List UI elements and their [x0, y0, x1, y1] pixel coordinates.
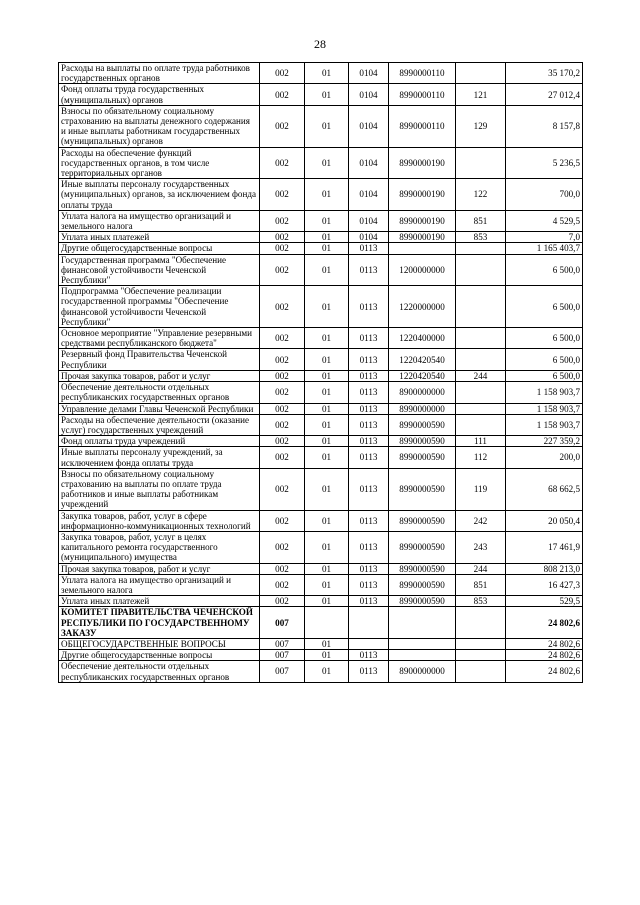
expense-type-cell	[456, 403, 506, 414]
target-article-cell: 1220400000	[389, 328, 456, 349]
grbs-code-cell: 007	[260, 638, 305, 649]
amount-cell: 6 500,0	[506, 328, 583, 349]
expense-type-cell: 129	[456, 105, 506, 147]
expense-type-cell: 244	[456, 563, 506, 574]
section-code-cell: 01	[305, 243, 349, 254]
amount-cell: 5 236,5	[506, 147, 583, 179]
subsection-code-cell: 0113	[349, 661, 389, 682]
target-article-cell: 8990000110	[389, 105, 456, 147]
subsection-code-cell: 0113	[349, 370, 389, 381]
expense-type-cell	[456, 63, 506, 84]
grbs-code-cell: 002	[260, 468, 305, 510]
expense-type-cell: 121	[456, 84, 506, 105]
table-row	[59, 403, 583, 414]
row-name-cell: Фонд оплаты труда учреждений	[59, 436, 260, 447]
section-code-cell: 01	[305, 650, 349, 661]
amount-cell: 4 529,5	[506, 210, 583, 231]
target-article-cell: 8990000590	[389, 531, 456, 563]
row-name-cell: Уплата налога на имущество организаций и земельного налога	[59, 210, 260, 231]
subsection-code-cell: 0113	[349, 349, 389, 370]
amount-cell: 6 500,0	[506, 349, 583, 370]
expense-type-cell	[456, 328, 506, 349]
grbs-code-cell: 002	[260, 403, 305, 414]
table-row	[59, 147, 583, 179]
table-row	[59, 650, 583, 661]
row-name-cell: Иные выплаты персоналу государственных (муниципальных) органов, за исключением фонда оплаты труда	[59, 179, 260, 211]
target-article-cell	[389, 607, 456, 639]
section-code-cell: 01	[305, 638, 349, 649]
amount-cell: 20 050,4	[506, 510, 583, 531]
amount-cell: 6 500,0	[506, 286, 583, 328]
grbs-code-cell: 002	[260, 210, 305, 231]
expense-type-cell: 851	[456, 574, 506, 595]
target-article-cell	[389, 638, 456, 649]
row-name-cell: Фонд оплаты труда государственных (муниципальных) органов	[59, 84, 260, 105]
table-row	[59, 84, 583, 105]
table-row	[59, 63, 583, 84]
section-code-cell: 01	[305, 254, 349, 286]
target-article-cell: 8990000590	[389, 574, 456, 595]
amount-cell: 27 012,4	[506, 84, 583, 105]
target-article-cell: 8990000190	[389, 179, 456, 211]
amount-cell: 200,0	[506, 447, 583, 468]
table-row	[59, 232, 583, 243]
subsection-code-cell: 0113	[349, 254, 389, 286]
grbs-code-cell: 002	[260, 414, 305, 435]
amount-cell: 24 802,6	[506, 638, 583, 649]
subsection-code-cell: 0113	[349, 447, 389, 468]
amount-cell: 35 170,2	[506, 63, 583, 84]
grbs-code-cell: 007	[260, 607, 305, 639]
table-row	[59, 210, 583, 231]
table-row	[59, 596, 583, 607]
amount-cell: 7,0	[506, 232, 583, 243]
target-article-cell: 8990000590	[389, 436, 456, 447]
target-article-cell: 1200000000	[389, 254, 456, 286]
grbs-code-cell: 002	[260, 510, 305, 531]
section-code-cell: 01	[305, 661, 349, 682]
target-article-cell: 8990000590	[389, 468, 456, 510]
expense-type-cell: 242	[456, 510, 506, 531]
section-code-cell: 01	[305, 436, 349, 447]
subsection-code-cell: 0113	[349, 531, 389, 563]
target-article-cell: 8990000190	[389, 232, 456, 243]
row-name-cell: Взносы по обязательному социальному страхованию на выплаты по оплате труда работников и иные выплаты работникам учреждений	[59, 468, 260, 510]
grbs-code-cell: 002	[260, 232, 305, 243]
section-code-cell: 01	[305, 84, 349, 105]
subsection-code-cell: 0113	[349, 563, 389, 574]
grbs-code-cell: 002	[260, 436, 305, 447]
row-name-cell: Взносы по обязательному социальному страхованию на выплаты денежного содержания и иные выплаты работникам государственных (муниципальных) органов	[59, 105, 260, 147]
table-row	[59, 510, 583, 531]
section-code-cell: 01	[305, 563, 349, 574]
section-code-cell: 01	[305, 414, 349, 435]
table-row	[59, 382, 583, 403]
row-name-cell: Расходы на выплаты по оплате труда работников государственных органов	[59, 63, 260, 84]
row-name-cell: Обеспечение деятельности отдельных республиканских государственных органов	[59, 661, 260, 682]
expense-type-cell	[456, 414, 506, 435]
row-name-cell: Уплата налога на имущество организаций и земельного налога	[59, 574, 260, 595]
expense-type-cell	[456, 382, 506, 403]
section-code-cell: 01	[305, 349, 349, 370]
amount-cell: 16 427,3	[506, 574, 583, 595]
grbs-code-cell: 002	[260, 574, 305, 595]
section-code-cell: 01	[305, 468, 349, 510]
row-name-cell: Уплата иных платежей	[59, 232, 260, 243]
grbs-code-cell: 002	[260, 105, 305, 147]
expense-type-cell	[456, 147, 506, 179]
row-name-cell: Управление делами Главы Чеченской Республики	[59, 403, 260, 414]
target-article-cell	[389, 243, 456, 254]
row-name-cell: Подпрограмма "Обеспечение реализации государственной программы "Обеспечение финансовой устойчивости Чеченской Республики"	[59, 286, 260, 328]
expense-type-cell: 244	[456, 370, 506, 381]
budget-table-body	[59, 63, 583, 683]
amount-cell: 24 802,6	[506, 650, 583, 661]
row-name-cell: Иные выплаты персоналу учреждений, за исключением фонда оплаты труда	[59, 447, 260, 468]
subsection-code-cell: 0104	[349, 232, 389, 243]
table-row	[59, 661, 583, 682]
section-code-cell: 01	[305, 179, 349, 211]
subsection-code-cell: 0113	[349, 243, 389, 254]
expense-type-cell: 853	[456, 232, 506, 243]
target-article-cell: 8900000000	[389, 382, 456, 403]
amount-cell: 6 500,0	[506, 370, 583, 381]
row-name-cell: ОБЩЕГОСУДАРСТВЕННЫЕ ВОПРОСЫ	[59, 638, 260, 649]
table-row	[59, 574, 583, 595]
subsection-code-cell: 0113	[349, 382, 389, 403]
table-row	[59, 447, 583, 468]
row-name-cell: Резервный фонд Правительства Чеченской Республики	[59, 349, 260, 370]
grbs-code-cell: 002	[260, 254, 305, 286]
target-article-cell: 8990000590	[389, 447, 456, 468]
subsection-code-cell: 0113	[349, 650, 389, 661]
section-code-cell: 01	[305, 286, 349, 328]
grbs-code-cell: 002	[260, 447, 305, 468]
row-name-cell: Уплата иных платежей	[59, 596, 260, 607]
subsection-code-cell: 0113	[349, 596, 389, 607]
grbs-code-cell: 002	[260, 563, 305, 574]
row-name-cell: Другие общегосударственные вопросы	[59, 243, 260, 254]
subsection-code-cell: 0113	[349, 328, 389, 349]
grbs-code-cell: 007	[260, 661, 305, 682]
page-number: 28	[314, 37, 326, 51]
table-row	[59, 243, 583, 254]
amount-cell: 24 802,6	[506, 607, 583, 639]
table-row	[59, 414, 583, 435]
subsection-code-cell	[349, 607, 389, 639]
subsection-code-cell: 0104	[349, 147, 389, 179]
target-article-cell: 8990000190	[389, 147, 456, 179]
section-code-cell: 01	[305, 63, 349, 84]
row-name-cell: Закупка товаров, работ, услуг в целях капитального ремонта государственного (муниципального) имущества	[59, 531, 260, 563]
row-name-cell: Прочая закупка товаров, работ и услуг	[59, 370, 260, 381]
amount-cell: 17 461,9	[506, 531, 583, 563]
subsection-code-cell: 0113	[349, 468, 389, 510]
subsection-code-cell: 0104	[349, 210, 389, 231]
section-code-cell: 01	[305, 328, 349, 349]
section-code-cell: 01	[305, 147, 349, 179]
target-article-cell	[389, 650, 456, 661]
expense-type-cell: 112	[456, 447, 506, 468]
section-code-cell: 01	[305, 447, 349, 468]
table-row	[59, 468, 583, 510]
row-name-cell: Закупка товаров, работ, услуг в сфере информационно-коммуникационных технологий	[59, 510, 260, 531]
amount-cell: 227 359,2	[506, 436, 583, 447]
target-article-cell: 8990000110	[389, 63, 456, 84]
grbs-code-cell: 002	[260, 370, 305, 381]
table-row	[59, 179, 583, 211]
expense-type-cell: 119	[456, 468, 506, 510]
table-row	[59, 563, 583, 574]
section-code-cell: 01	[305, 510, 349, 531]
amount-cell: 24 802,6	[506, 661, 583, 682]
table-row	[59, 436, 583, 447]
expense-type-cell	[456, 661, 506, 682]
grbs-code-cell: 002	[260, 382, 305, 403]
amount-cell: 808 213,0	[506, 563, 583, 574]
amount-cell: 8 157,8	[506, 105, 583, 147]
grbs-code-cell: 002	[260, 147, 305, 179]
row-name-cell: Расходы на обеспечение функций государственных органов, в том числе территориальных органов	[59, 147, 260, 179]
expense-type-cell: 851	[456, 210, 506, 231]
target-article-cell: 8990000110	[389, 84, 456, 105]
row-name-cell: Другие общегосударственные вопросы	[59, 650, 260, 661]
amount-cell: 1 158 903,7	[506, 403, 583, 414]
row-name-cell: Расходы на обеспечение деятельности (оказание услуг) государственных учреждений	[59, 414, 260, 435]
budget-table	[58, 62, 583, 683]
subsection-code-cell	[349, 638, 389, 649]
amount-cell: 1 158 903,7	[506, 382, 583, 403]
section-code-cell: 01	[305, 210, 349, 231]
grbs-code-cell: 002	[260, 596, 305, 607]
expense-type-cell	[456, 286, 506, 328]
row-name-cell: КОМИТЕТ ПРАВИТЕЛЬСТВА ЧЕЧЕНСКОЙ РЕСПУБЛИКИ ПО ГОСУДАРСТВЕННОМУ ЗАКАЗУ	[59, 607, 260, 639]
expense-type-cell: 122	[456, 179, 506, 211]
table-row	[59, 531, 583, 563]
subsection-code-cell: 0104	[349, 63, 389, 84]
target-article-cell: 8990000000	[389, 403, 456, 414]
row-name-cell: Государственная программа "Обеспечение финансовой устойчивости Чеченской Республики"	[59, 254, 260, 286]
amount-cell: 6 500,0	[506, 254, 583, 286]
section-code-cell: 01	[305, 574, 349, 595]
subsection-code-cell: 0104	[349, 105, 389, 147]
table-row	[59, 328, 583, 349]
grbs-code-cell: 002	[260, 63, 305, 84]
section-code-cell: 01	[305, 232, 349, 243]
subsection-code-cell: 0113	[349, 403, 389, 414]
grbs-code-cell: 002	[260, 328, 305, 349]
grbs-code-cell: 002	[260, 531, 305, 563]
expense-type-cell	[456, 607, 506, 639]
amount-cell: 529,5	[506, 596, 583, 607]
section-code-cell: 01	[305, 382, 349, 403]
expense-type-cell	[456, 650, 506, 661]
expense-type-cell	[456, 638, 506, 649]
subsection-code-cell: 0113	[349, 286, 389, 328]
table-row	[59, 349, 583, 370]
section-code-cell	[305, 607, 349, 639]
row-name-cell: Прочая закупка товаров, работ и услуг	[59, 563, 260, 574]
section-code-cell: 01	[305, 403, 349, 414]
section-code-cell: 01	[305, 596, 349, 607]
target-article-cell: 8990000590	[389, 510, 456, 531]
subsection-code-cell: 0113	[349, 510, 389, 531]
section-code-cell: 01	[305, 531, 349, 563]
expense-type-cell	[456, 243, 506, 254]
section-code-cell: 01	[305, 105, 349, 147]
target-article-cell: 8990000590	[389, 414, 456, 435]
section-code-cell: 01	[305, 370, 349, 381]
expense-type-cell	[456, 349, 506, 370]
grbs-code-cell: 002	[260, 84, 305, 105]
grbs-code-cell: 002	[260, 286, 305, 328]
target-article-cell: 8990000590	[389, 563, 456, 574]
grbs-code-cell: 002	[260, 179, 305, 211]
subsection-code-cell: 0113	[349, 574, 389, 595]
expense-type-cell: 853	[456, 596, 506, 607]
grbs-code-cell: 002	[260, 349, 305, 370]
row-name-cell: Обеспечение деятельности отдельных республиканских государственных органов	[59, 382, 260, 403]
expense-type-cell: 111	[456, 436, 506, 447]
target-article-cell: 1220420540	[389, 349, 456, 370]
target-article-cell: 8990000590	[389, 596, 456, 607]
table-row	[59, 105, 583, 147]
amount-cell: 1 158 903,7	[506, 414, 583, 435]
subsection-code-cell: 0113	[349, 414, 389, 435]
expense-type-cell: 243	[456, 531, 506, 563]
grbs-code-cell: 002	[260, 243, 305, 254]
target-article-cell: 8990000190	[389, 210, 456, 231]
table-row	[59, 638, 583, 649]
grbs-code-cell: 007	[260, 650, 305, 661]
table-row	[59, 370, 583, 381]
amount-cell: 68 662,5	[506, 468, 583, 510]
subsection-code-cell: 0113	[349, 436, 389, 447]
row-name-cell: Основное мероприятие "Управление резервными средствами республиканского бюджета"	[59, 328, 260, 349]
table-row	[59, 607, 583, 639]
expense-type-cell	[456, 254, 506, 286]
table-row	[59, 286, 583, 328]
subsection-code-cell: 0104	[349, 179, 389, 211]
target-article-cell: 8900000000	[389, 661, 456, 682]
subsection-code-cell: 0104	[349, 84, 389, 105]
target-article-cell: 1220420540	[389, 370, 456, 381]
target-article-cell: 1220000000	[389, 286, 456, 328]
amount-cell: 1 165 403,7	[506, 243, 583, 254]
table-row	[59, 254, 583, 286]
amount-cell: 700,0	[506, 179, 583, 211]
